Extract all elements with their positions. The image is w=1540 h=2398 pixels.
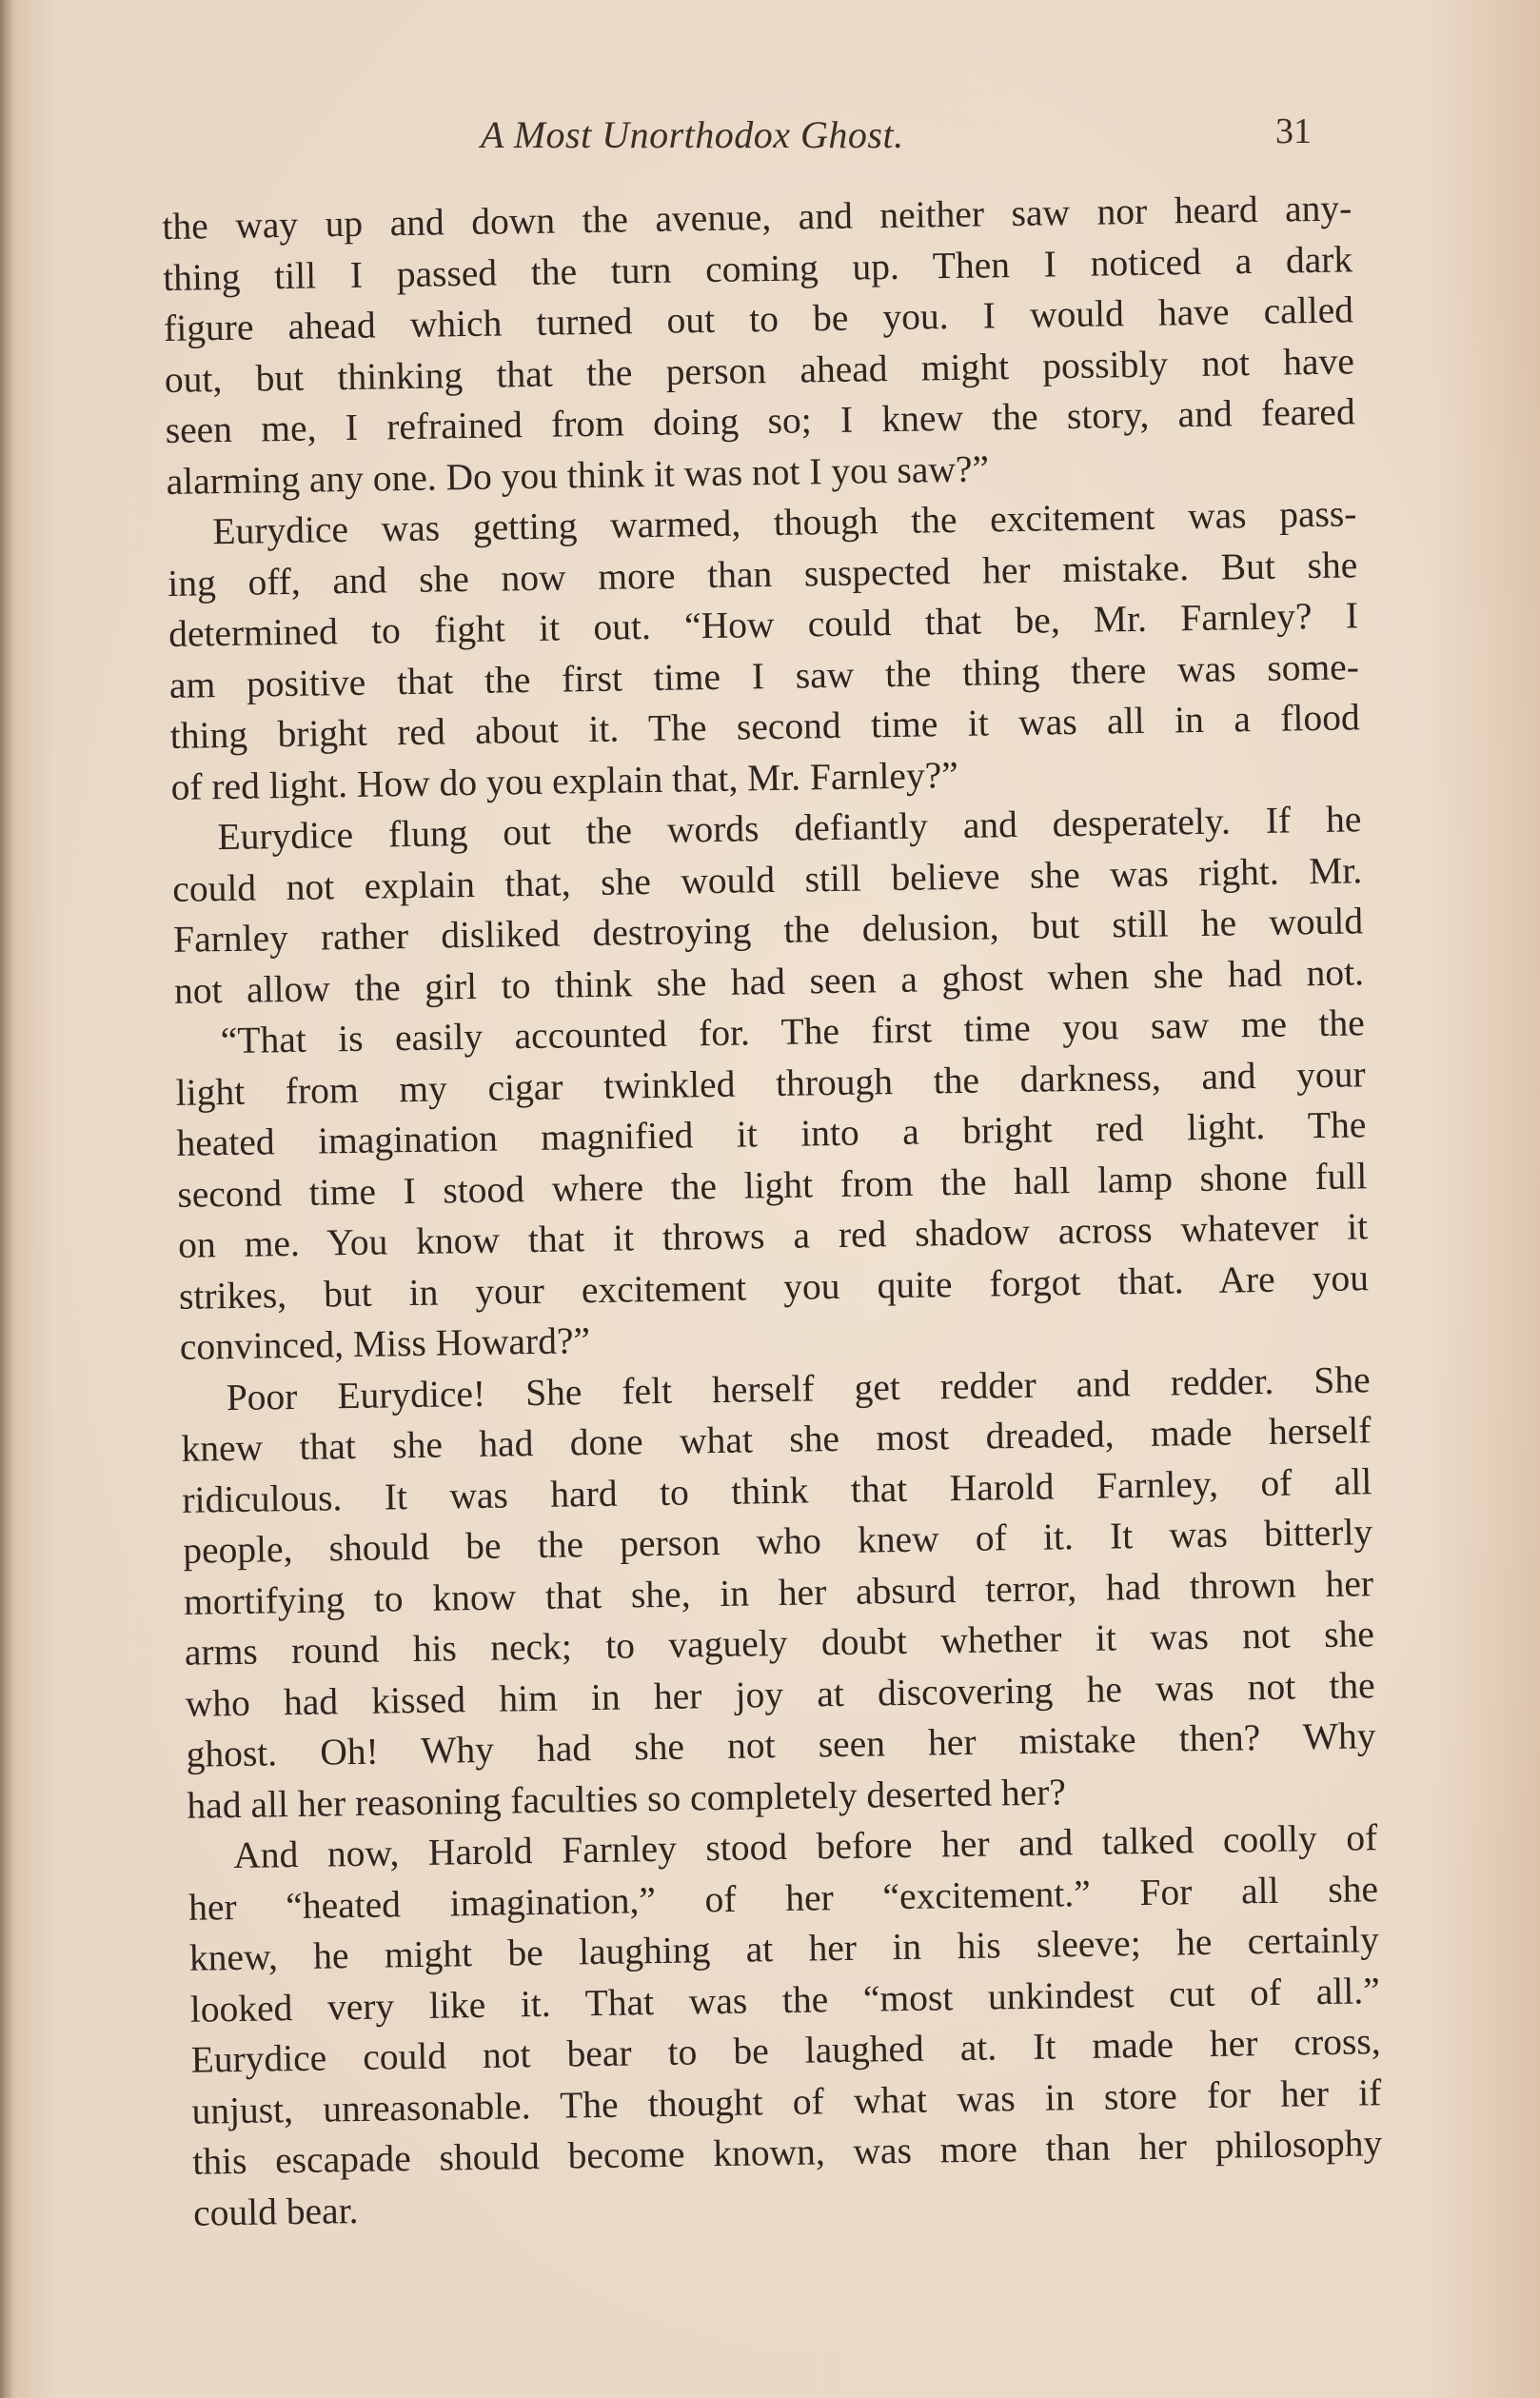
page-header (0, 112, 1540, 169)
text-line: her “heated imagination,” of her “excitement.” For all she (188, 1867, 1379, 1929)
text-line: of red light. How do you explain that, Mr. Farnley?” (170, 753, 959, 808)
text-line: seen me, I refrained from doing so; I knew the story, and feared (165, 390, 1355, 451)
text-line: thing bright red about it. The second time it was all in a flood (169, 696, 1361, 757)
text-line: Poor Eurydice! She felt herself get redder and redder. She (226, 1358, 1371, 1418)
text-line: Eurydice flung out the words defiantly and desperately. If he (217, 798, 1362, 859)
text-line: had all her reasoning faculties so completely deserted her? (187, 1770, 1067, 1827)
body-text (162, 183, 1383, 2238)
text-line: ghost. Oh! Why had she not seen her mistake then? Why (186, 1714, 1376, 1775)
text-line: Eurydice was getting warmed, though the excitement was pass- (212, 492, 1357, 553)
running-title: A Most Unorthodox Ghost. (481, 113, 904, 156)
text-line: not allow the girl to think she had seen a ghost when she had not. (173, 950, 1365, 1012)
text-line: could not explain that, she would still believe she was right. Mr. (171, 848, 1363, 910)
text-line: Eurydice could not bear to be laughed at. It made her cross, (190, 2020, 1381, 2081)
text-line: the way up and down the avenue, and neither saw nor heard any- (162, 187, 1352, 248)
text-line: looked very like it. That was the “most unkindest cut of all.” (189, 1969, 1381, 2031)
text-line: thing till I passed the turn coming up. Then I noticed a dark (162, 237, 1353, 299)
text-line: who had kissed him in her joy at discovering he was not the (185, 1663, 1375, 1725)
page-binding-edge (0, 0, 13, 2398)
text-line: heated imagination magnified it into a bright red light. The (176, 1103, 1367, 1164)
page-number: 31 (1275, 111, 1312, 151)
text-line: out, but thinking that the person ahead might possibly not have (164, 339, 1355, 401)
text-line: people, should be the person who knew of it. It was bitterly (182, 1511, 1373, 1572)
text-line: light from my cigar twinkled through the darkness, and your (175, 1052, 1366, 1114)
text-line: ridiculous. It was hard to think that Harold Farnley, of all (182, 1459, 1372, 1521)
text-line: ing off, and she now more than suspected her mistake. But she (167, 543, 1358, 604)
text-line: determined to fight it out. “How could that be, Mr. Farnley? I (168, 594, 1359, 655)
text-line: mortifying to know that she, in her absurd terror, had thrown her (183, 1561, 1374, 1623)
text-line: knew, he might be laughing at her in his sleeve; he certainly (188, 1918, 1380, 1979)
text-line: And now, Harold Farnley stood before her and talked coolly of (232, 1816, 1378, 1877)
text-line: Farnley rather disliked destroying the delusion, but still he would (172, 900, 1364, 961)
text-line: could bear. (192, 2189, 359, 2234)
text-line: convinced, Miss Howard?” (179, 1319, 591, 1368)
text-line: am positive that the first time I saw the thing there was some- (168, 644, 1360, 706)
text-line: on me. You know that it throws a red shadow across whatever it (177, 1205, 1369, 1266)
text-line: this escapade should become known, was more than her philosophy (191, 2122, 1383, 2183)
text-line: unjust, unreasonable. The thought of what was in store for her if (191, 2071, 1382, 2132)
text-line: knew that she had done what she most dreaded, made herself (181, 1409, 1372, 1470)
text-line: figure ahead which turned out to be you. I would have called (163, 288, 1354, 349)
text-line: strikes, but in your excitement you quite forgot that. Are you (178, 1256, 1370, 1318)
text-line: second time I stood where the light from the hall lamp shone full (177, 1154, 1368, 1216)
text-line: “That is easily accounted for. The first time you saw me the (220, 1001, 1366, 1062)
text-line: arms round his neck; to vaguely doubt whether it was not she (184, 1613, 1375, 1674)
text-line: alarming any one. Do you think it was not I you saw?” (166, 446, 990, 503)
